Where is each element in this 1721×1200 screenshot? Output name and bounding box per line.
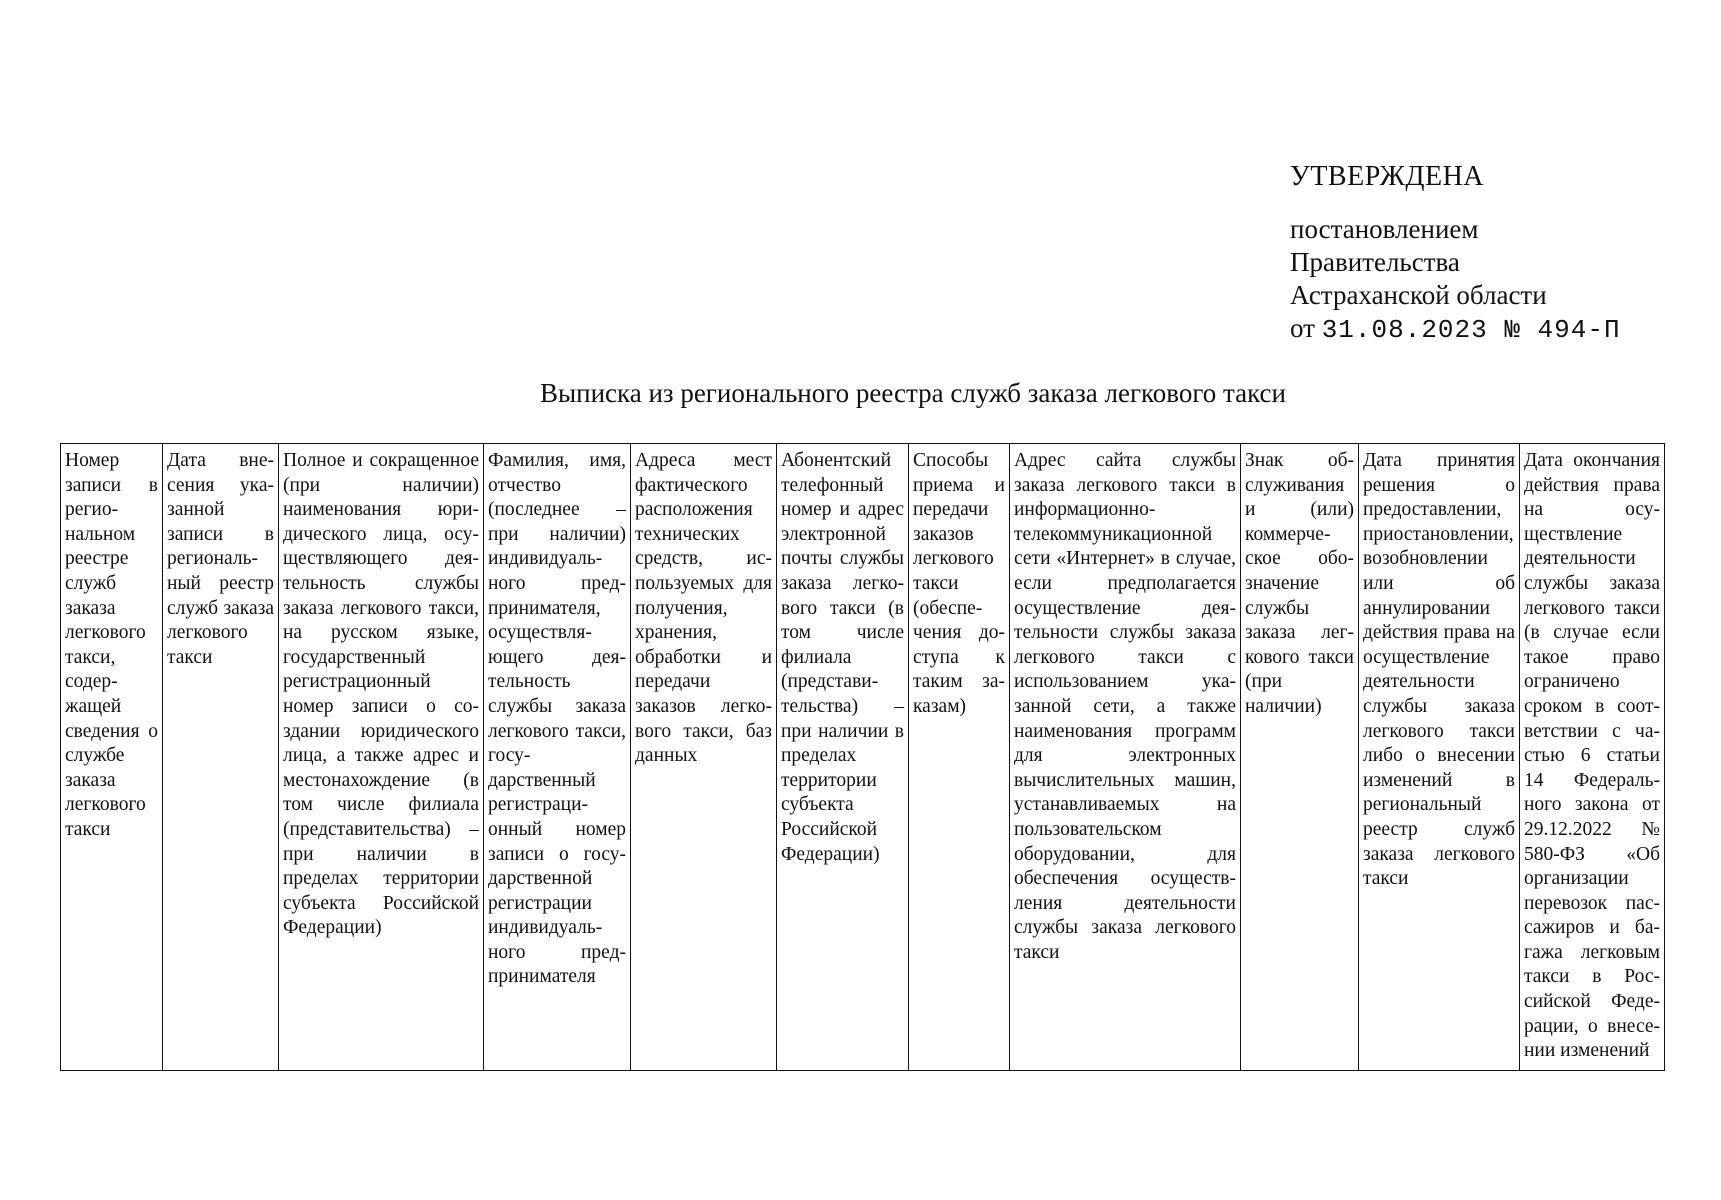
table-header-row	[61, 444, 1665, 1071]
header-cell-entry-date: Дата внесения указанной записи в региональный реестр служб заказа легкового такси	[163, 444, 279, 1071]
approval-date-line	[1290, 312, 1700, 347]
registry-table	[60, 443, 1665, 1071]
approval-date-prefix: от	[1290, 313, 1315, 343]
header-cell-decision-date: Дата принятия решения о предоставлении, приостановлении, возобновлении или об аннулировании действия права на осуществление деятельности службы заказа легкового такси либо о внесении изменений в региональный реестр служб заказа легкового такси	[1359, 444, 1520, 1071]
approval-line-3: Астраханской области	[1290, 280, 1547, 310]
approval-stamp: УТВЕРЖДЕНА	[1290, 161, 1485, 192]
header-cell-phone-email: Абонентский телефонный номер и адрес электронной почты службы заказа легкового такси (в том числе филиала (представительства) – при наличии в пределах территории субъекта Российской Федерации)	[777, 444, 909, 1071]
header-cell-legal-entity: Полное и сокращенное (при наличии) наименования юридического лица, осуществляющего деятельность службы заказа легкового такси, на русском языке, государственный регистрационный номер записи о создании юридического лица, а также адрес и местонахождение (в том числе филиала (представительства) – при наличии в пределах территории субъекта Российской Федерации)	[279, 444, 484, 1071]
header-cell-record-number: Номер записи в региональном реестре служб заказа легкового такси, содержащей сведения о службе заказа легкового такси	[61, 444, 163, 1071]
header-cell-order-methods: Способы приема и передачи заказов легкового такси (обеспечения доступа к таким заказам)	[909, 444, 1010, 1071]
approval-date-value: 31.08.2023 № 494-П	[1321, 315, 1621, 345]
approval-block	[1290, 160, 1700, 347]
header-cell-trademark: Знак обслуживания и (или) коммерческое обозначение службы заказа легкового такси (при наличии)	[1241, 444, 1359, 1071]
header-cell-website: Адрес сайта службы заказа легкового такси в информационно-телекоммуникационной сети «Интернет» в случае, если предполагается осуществление деятельности службы заказа легкового такси с использованием указанной сети, а также наименования программ для электронных вычислительных машин, устанавливаемых на пользовательском оборудовании, для обеспечения осуществления деятельности службы заказа легкового такси	[1010, 444, 1241, 1071]
header-cell-entrepreneur: Фамилия, имя, отчество (последнее – при наличии) индивидуального предпринимателя, осуществляющего деятельность службы заказа легкового такси, государственный регистрационный номер записи о государственной регистрации индивидуального предпринимателя	[484, 444, 631, 1071]
approval-line-1: постановлением	[1290, 214, 1479, 244]
header-cell-end-date: Дата окончания действия права на осуществление деятельности службы заказа легкового такси (в случае если такое право ограничено сроком в соответствии с частью 6 статьи 14 Федерального закона от 29.12.2022 № 580-ФЗ «Об организации перевозок пассажиров и багажа легковым такси в Российской Федерации, о внесении изменений	[1520, 444, 1665, 1071]
document-title: Выписка из регионального реестра служб заказа легкового такси	[539, 378, 1286, 408]
approval-line-2: Правительства	[1290, 247, 1460, 277]
header-cell-equipment-addresses: Адреса мест фактического расположения технических средств, используемых для получения, хранения, обработки и передачи заказов легкового такси, баз данных	[631, 444, 777, 1071]
